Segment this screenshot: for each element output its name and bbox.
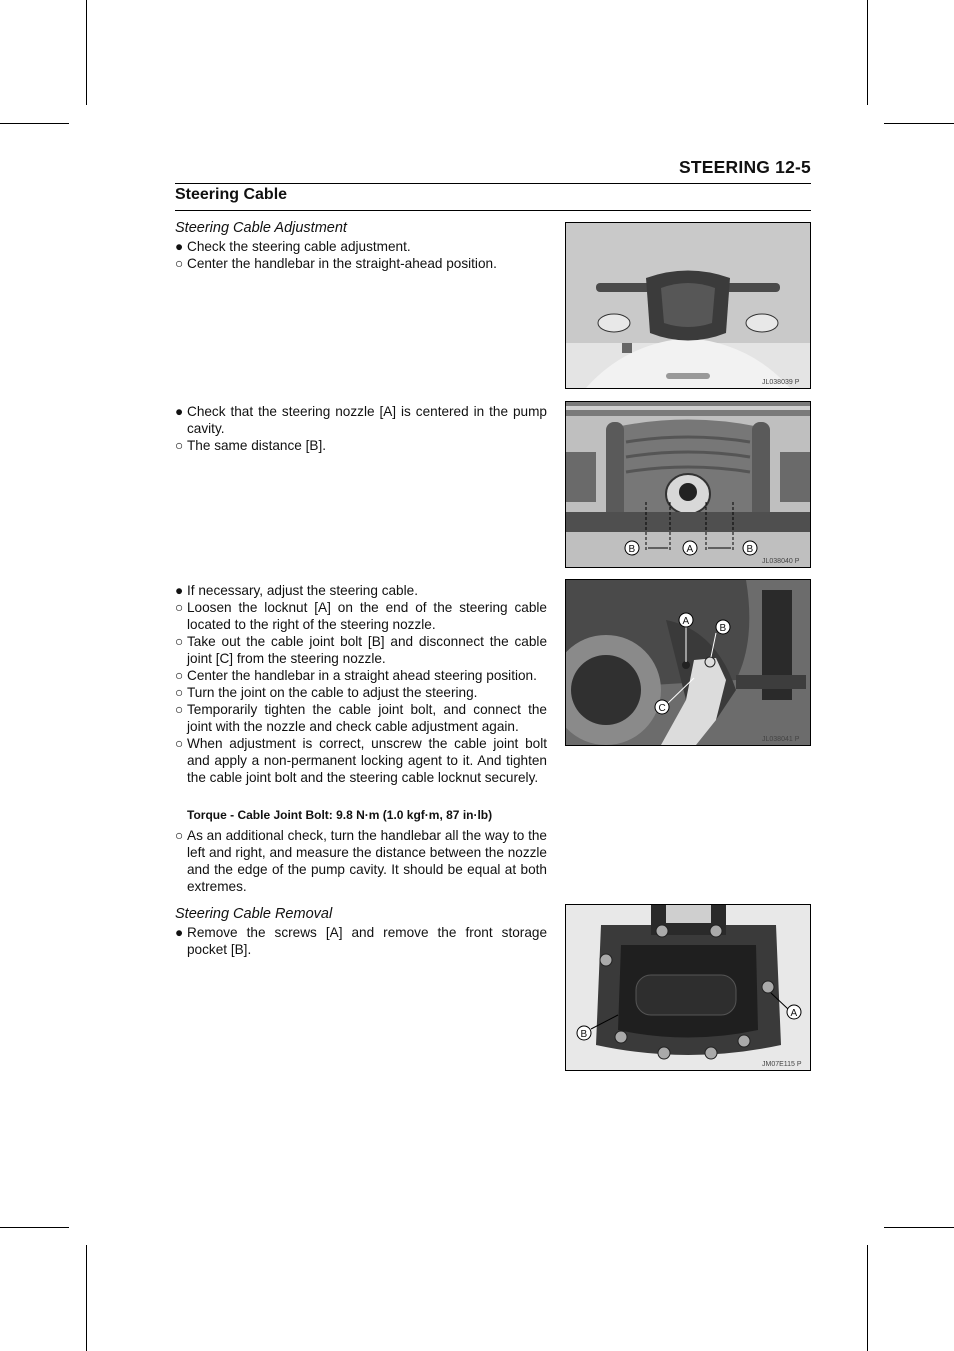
crop-mark	[0, 123, 69, 124]
torque-spec: Torque - Cable Joint Bolt: 9.8 N·m (1.0 kgf·m, 87 in·lb)	[187, 808, 493, 822]
crop-mark	[867, 0, 868, 105]
list-item	[175, 701, 547, 735]
bullet-marker: ○	[175, 668, 184, 683]
step-text: Turn the joint on the cable to adjust the steering.	[187, 685, 478, 700]
list-item	[175, 437, 547, 454]
list-item	[175, 238, 547, 255]
step-text: As an additional check, turn the handlebar all the way to the left and right, and measure the distance between the nozzle and the edge of the pump cavity. It should be equal at both extremes.	[187, 828, 547, 894]
list-item	[175, 255, 547, 272]
steps-block-1	[175, 238, 547, 272]
callout-label: B	[746, 544, 754, 555]
storage-pocket-illustration	[566, 905, 810, 1070]
section-title: Steering Cable	[175, 186, 288, 203]
list-item	[175, 924, 547, 958]
list-item	[175, 827, 547, 895]
list-item	[175, 667, 547, 684]
bullet-marker: ○	[175, 634, 184, 649]
bullet-marker: ●	[175, 583, 184, 598]
step-text: If necessary, adjust the steering cable.	[187, 583, 418, 598]
steps-block-removal	[175, 924, 547, 958]
crop-mark	[867, 1245, 868, 1351]
bullet-marker: ●	[175, 404, 184, 419]
bullet-marker: ○	[175, 438, 184, 453]
list-item	[175, 735, 547, 786]
page-header-title: STEERING 12-5	[679, 157, 811, 177]
step-text: Center the handlebar in the straight-ahead position.	[187, 256, 497, 271]
figure-code: JM07E115 P	[762, 1061, 802, 1068]
callout-label: A	[790, 1008, 798, 1019]
steps-block-4	[175, 827, 547, 895]
list-item	[175, 582, 547, 599]
steps-block-2	[175, 403, 547, 454]
step-text: Check the steering cable adjustment.	[187, 239, 411, 254]
step-text: Center the handlebar in a straight ahead steering position.	[187, 668, 537, 683]
callout-label: A	[686, 544, 694, 555]
callout-label: A	[682, 616, 690, 627]
crop-mark	[884, 123, 954, 124]
step-text: Take out the cable joint bolt [B] and disconnect the cable joint [C] from the steering nozzle.	[187, 634, 547, 666]
subsection-title-removal: Steering Cable Removal	[175, 906, 333, 922]
figure-code: JL038041 P	[762, 736, 800, 743]
crop-mark	[86, 1245, 87, 1351]
figure-code: JL038039 P	[762, 379, 800, 386]
crop-mark	[884, 1227, 954, 1228]
bullet-marker: ○	[175, 256, 184, 271]
callout-label: B	[719, 623, 727, 634]
nozzle-illustration	[566, 402, 810, 567]
figure-storage-pocket-photo	[565, 904, 811, 1071]
bullet-marker: ●	[175, 925, 184, 940]
bullet-marker: ○	[175, 736, 184, 751]
section-rule	[175, 210, 811, 211]
step-text: Check that the steering nozzle [A] is centered in the pump cavity.	[187, 404, 547, 436]
bullet-marker: ○	[175, 828, 184, 843]
bullet-marker: ○	[175, 685, 184, 700]
figure-nozzle-photo	[565, 401, 811, 568]
callout-label: B	[628, 544, 636, 555]
step-text: Loosen the locknut [A] on the end of the steering cable located to the right of the steering nozzle.	[187, 600, 547, 632]
cable-joint-illustration	[566, 580, 810, 745]
list-item	[175, 599, 547, 633]
crop-mark	[0, 1227, 69, 1228]
bullet-marker: ●	[175, 239, 184, 254]
steps-block-3	[175, 582, 547, 786]
header-rule	[175, 183, 811, 184]
crop-mark	[86, 0, 87, 105]
figure-code: JL038040 P	[762, 558, 800, 565]
list-item	[175, 403, 547, 437]
subsection-title-adjustment: Steering Cable Adjustment	[175, 220, 347, 236]
figure-handlebar-photo	[565, 222, 811, 389]
callout-label: C	[658, 703, 666, 714]
step-text: Remove the screws [A] and remove the front storage pocket [B].	[187, 925, 547, 957]
handlebar-illustration	[566, 223, 810, 388]
step-text: When adjustment is correct, unscrew the cable joint bolt and apply a non-permanent locking agent to it. And tighten the cable joint bolt and the steering cable locknut securely.	[187, 736, 547, 785]
callout-label: B	[580, 1029, 588, 1040]
step-text: The same distance [B].	[187, 438, 327, 453]
bullet-marker: ○	[175, 600, 184, 615]
figure-cable-joint-photo	[565, 579, 811, 746]
list-item	[175, 684, 547, 701]
list-item	[175, 633, 547, 667]
step-text: Temporarily tighten the cable joint bolt, and connect the joint with the nozzle and check cable adjustment again.	[187, 702, 547, 734]
bullet-marker: ○	[175, 702, 184, 717]
